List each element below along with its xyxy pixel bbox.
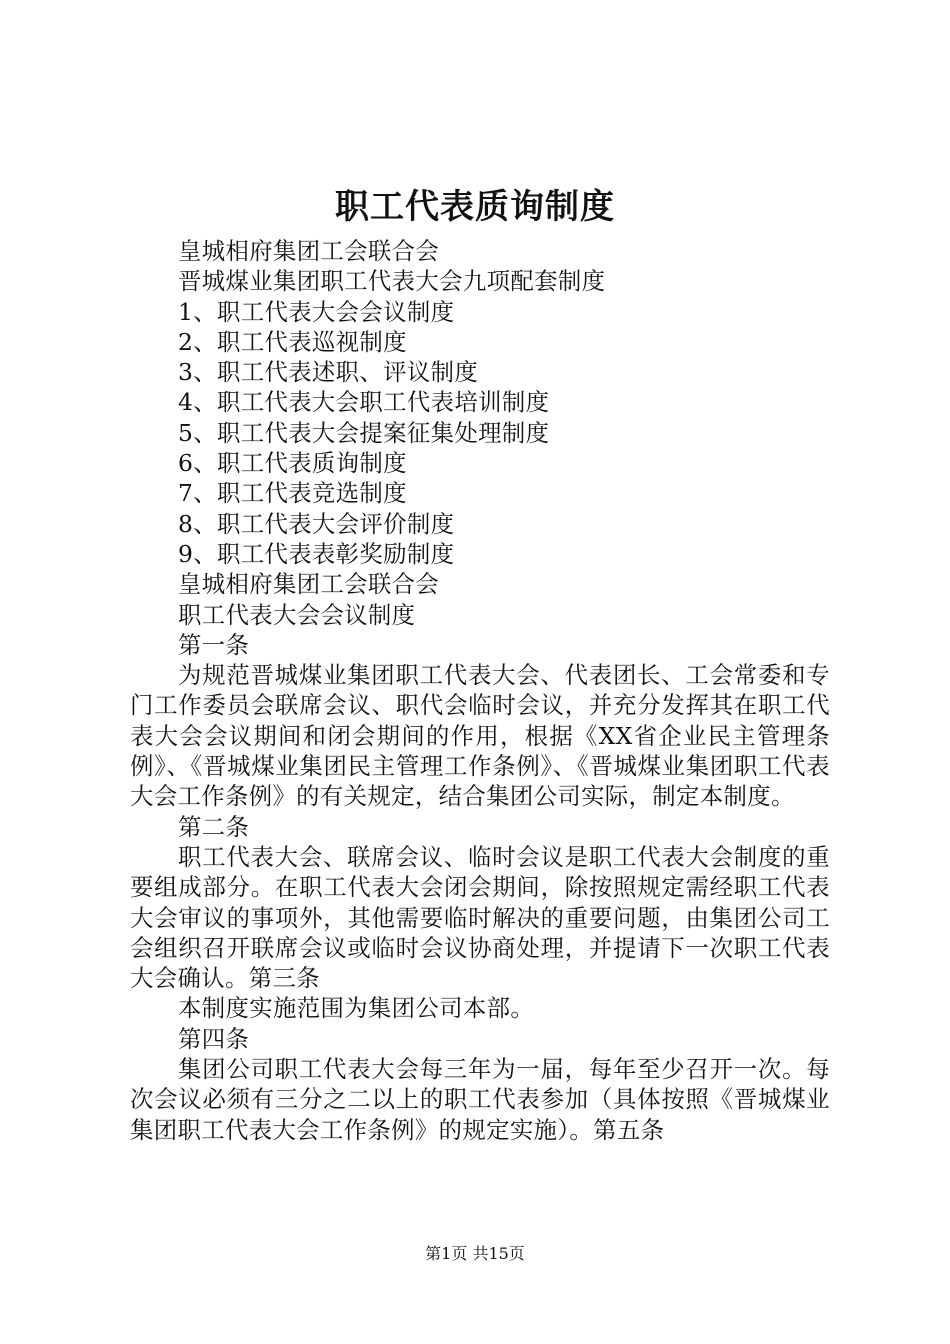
article-1-heading: 第一条 <box>178 630 250 659</box>
list-item-3: 3、职工代表述职、评议制度 <box>178 358 479 387</box>
list-item-7: 7、职工代表竞选制度 <box>178 479 407 508</box>
list-item-5: 5、职工代表大会提案征集处理制度 <box>178 418 550 447</box>
article-2-paragraph: 职工代表大会、联席会议、临时会议是职工代表大会制度的重要组成部分。在职工代表大会闭会期间，除按照规定需经职工代表大会审议的事项外，其他需要临时解决的重要问题，由集团公司工会组织召开联席会议或临时会议协商处理，并提请下一次职工代表大会确认。第三条 <box>130 842 830 993</box>
article-4-paragraph: 集团公司职工代表大会每三年为一届，每年至少召开一次。每次会议必须有三分之二以上的职工代表参加（具体按照《晋城煤业集团职工代表大会工作条例》的规定实施）。第五条 <box>130 1055 830 1144</box>
list-item-8: 8、职工代表大会评价制度 <box>178 509 455 538</box>
text-line-union: 皇城相府集团工会联合会 <box>178 237 440 265</box>
article-1-paragraph: 为规范晋城煤业集团职工代表大会、代表团长、工会常委和专门工作委员会联席会议、职代会临时会议，并充分发挥其在职工代表大会会议期间和闭会期间的作用，根据《XX省企业民主管理条例》、《晋城煤业集团民主管理工作条例》、《晋城煤业集团职工代表大会工作条例》的有关规定，结合集团公司实际，制定本制度。 <box>130 661 830 811</box>
list-item-1: 1、职工代表大会会议制度 <box>178 297 455 326</box>
list-item-2: 2、职工代表巡视制度 <box>178 327 407 356</box>
document-title: 职工代表质询制度 <box>335 187 615 227</box>
list-item-9: 9、职工代表表彰奖励制度 <box>178 539 455 568</box>
article-2-heading: 第二条 <box>178 812 250 841</box>
page-footer: 第1页 共15页 <box>425 1244 525 1263</box>
article-4-heading: 第四条 <box>178 1024 250 1053</box>
section-heading: 职工代表大会会议制度 <box>178 600 416 629</box>
article-3-paragraph: 本制度实施范围为集团公司本部。 <box>178 994 535 1023</box>
text-line-union-2: 皇城相府集团工会联合会 <box>178 570 440 599</box>
list-item-6: 6、职工代表质询制度 <box>178 449 407 478</box>
list-item-4: 4、职工代表大会职工代表培训制度 <box>178 388 550 417</box>
text-line-nine-systems: 晋城煤业集团职工代表大会九项配套制度 <box>178 267 606 296</box>
document-body <box>130 236 830 1145</box>
